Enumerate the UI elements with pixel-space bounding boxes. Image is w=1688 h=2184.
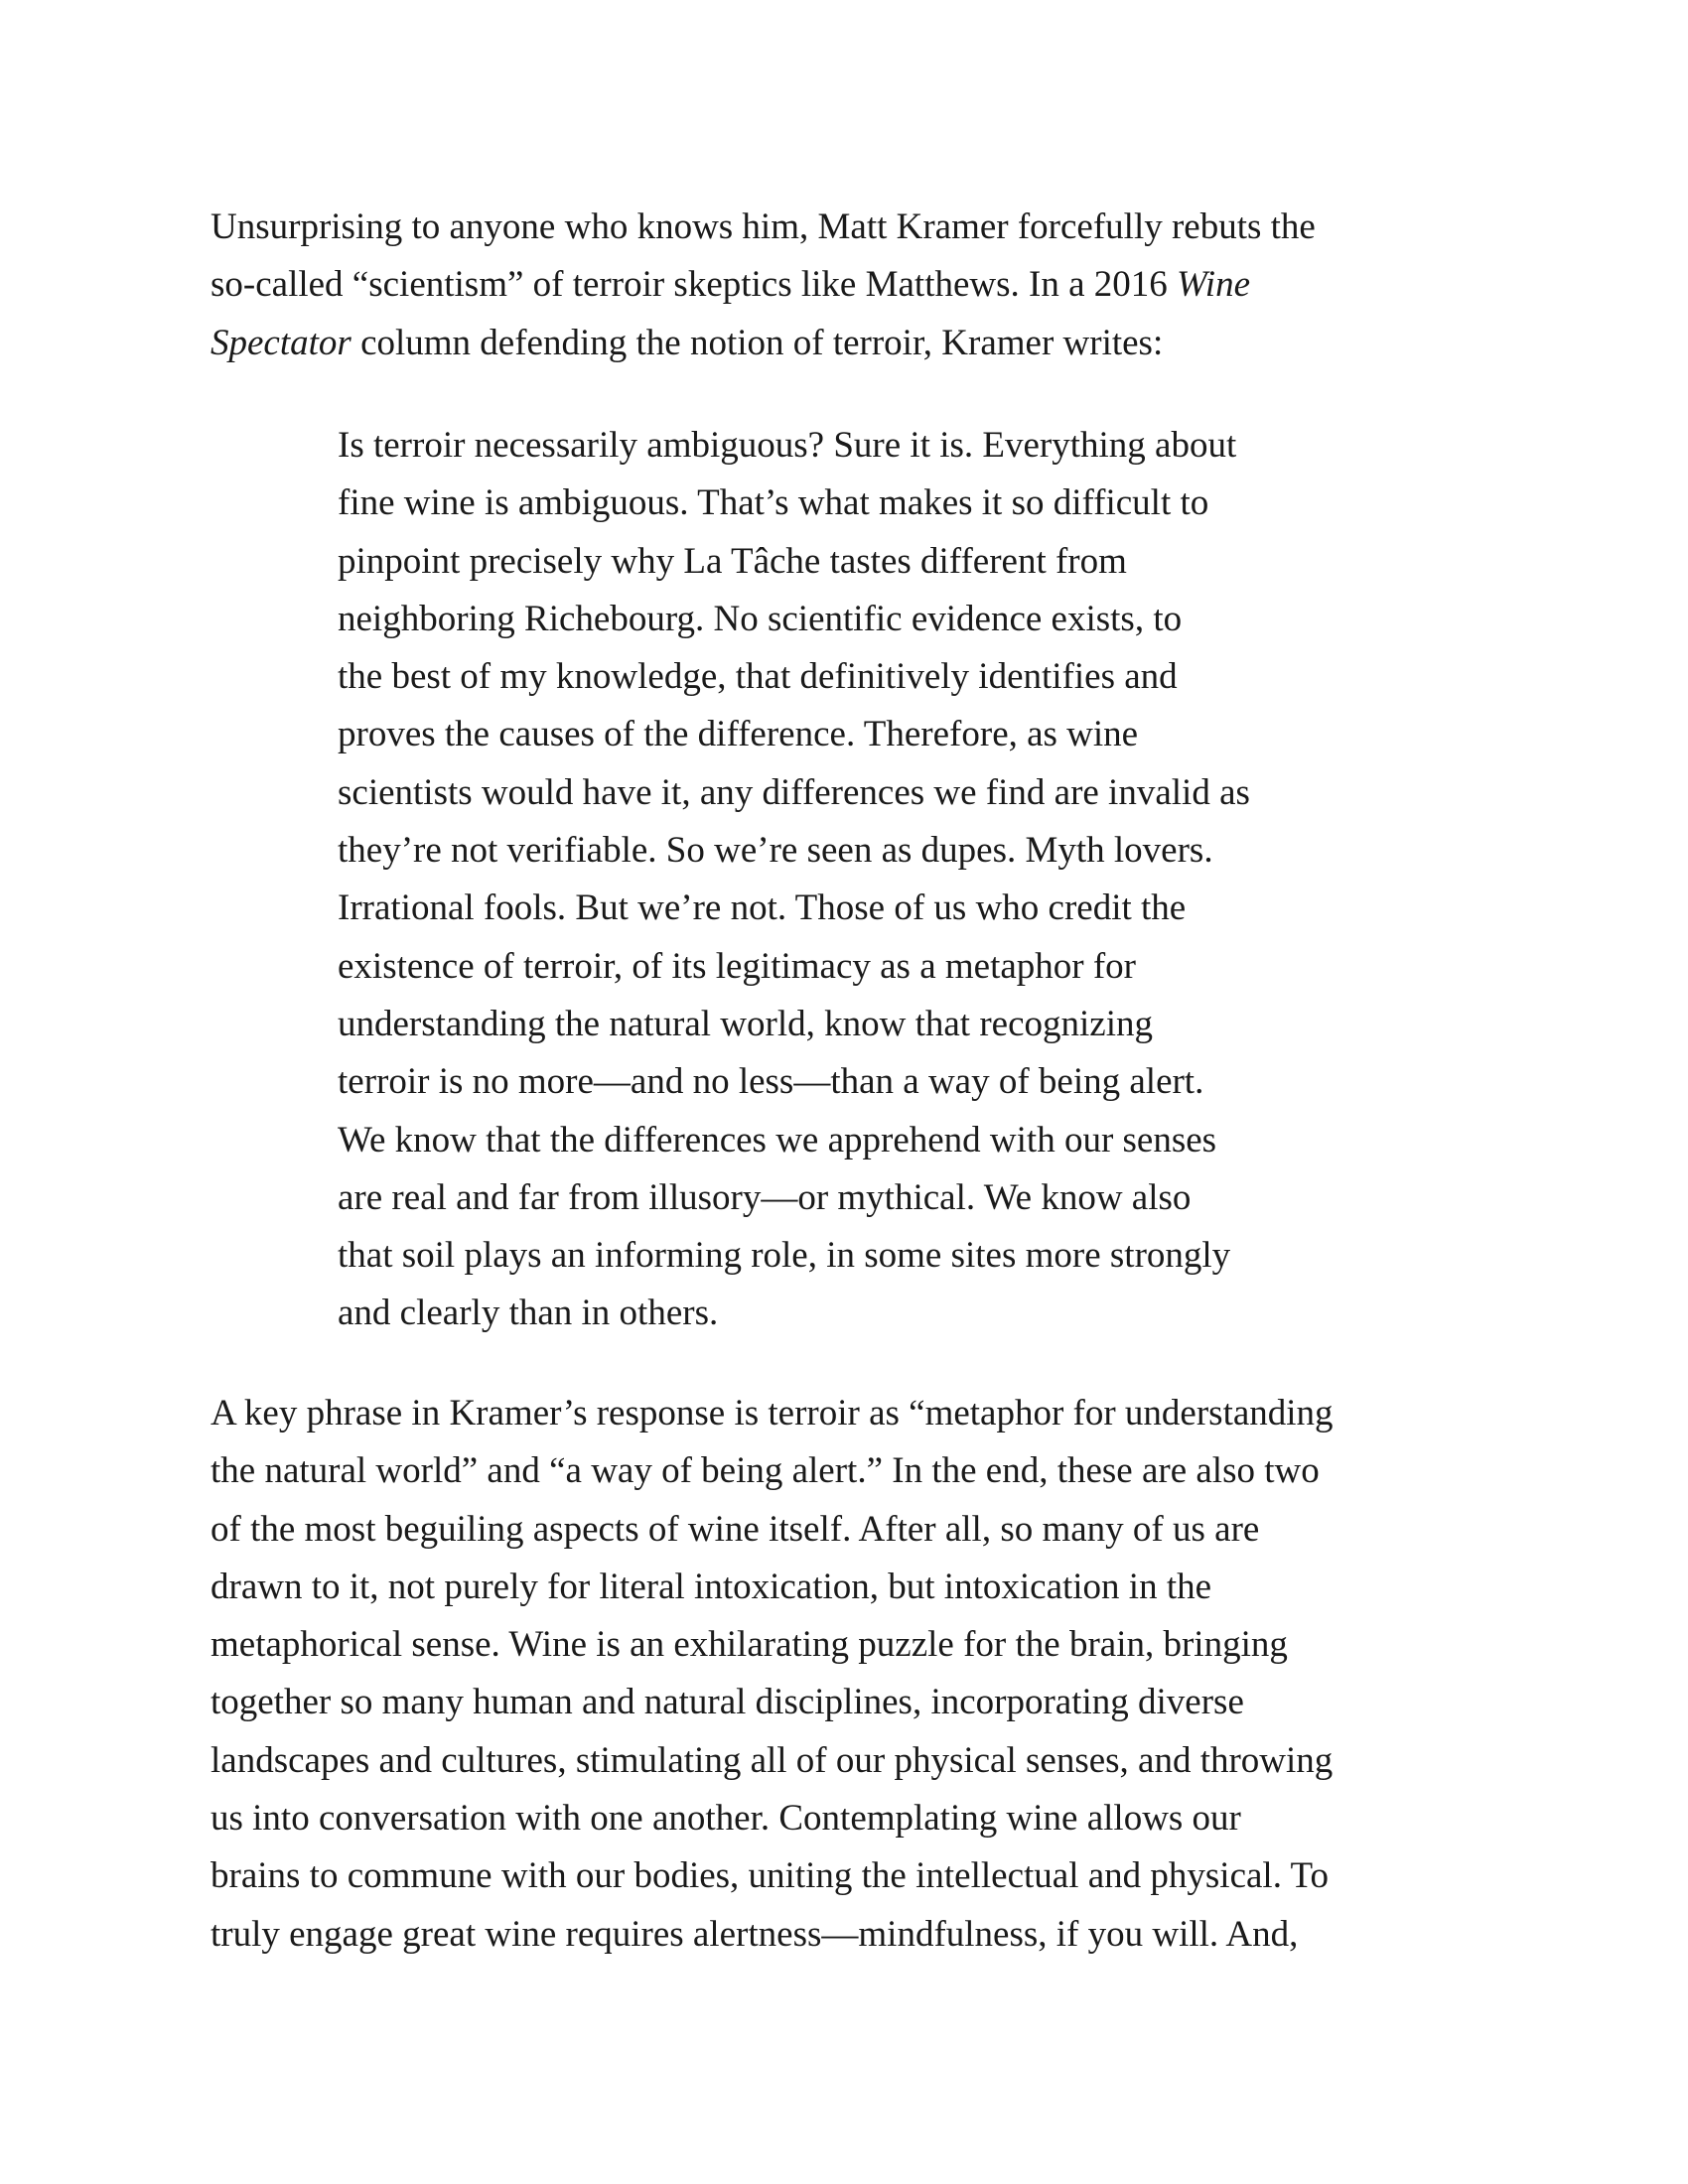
- analysis-paragraph: [211, 1385, 1491, 1964]
- quote-line: understanding the natural world, know that recognizing: [338, 1003, 1153, 1044]
- quote-line: the best of my knowledge, that definitively identifies and: [338, 656, 1178, 698]
- quote-line: existence of terroir, of its legitimacy as a metaphor for: [338, 945, 1136, 987]
- quote-line: they’re not verifiable. So we’re seen as dupes. Myth lovers.: [338, 830, 1213, 872]
- text-line: landscapes and cultures, stimulating all of our physical senses, and throwing: [211, 1739, 1334, 1781]
- text-line: together so many human and natural disciplines, incorporating diverse: [211, 1682, 1244, 1723]
- text-line: Unsurprising to anyone who knows him, Matt Kramer forcefully rebuts the: [211, 206, 1316, 247]
- quote-line: terroir is no more—and no less—than a way of being alert.: [338, 1061, 1204, 1103]
- quote-line: and clearly than in others.: [338, 1293, 719, 1334]
- text-run: so-called “scientism” of terroir skeptics like Matthews. In a 2016: [211, 264, 1178, 306]
- publication-title-part: Spectator: [211, 322, 352, 363]
- quote-line: Is terroir necessarily ambiguous? Sure it is. Everything about: [338, 425, 1237, 466]
- text-line: us into conversation with one another. Contemplating wine allows our: [211, 1798, 1241, 1840]
- quote-line: pinpoint precisely why La Tâche tastes different from: [338, 540, 1127, 582]
- quote-line: are real and far from illusory—or mythical. We know also: [338, 1176, 1192, 1218]
- publication-title-part: Wine: [1177, 264, 1251, 306]
- text-line: drawn to it, not purely for literal intoxication, but intoxication in the: [211, 1566, 1212, 1607]
- quote-line: Irrational fools. But we’re not. Those of us who credit the: [338, 887, 1187, 929]
- quote-line: scientists would have it, any differences we find are invalid as: [338, 771, 1250, 813]
- text-line: [211, 256, 1491, 314]
- quote-line: neighboring Richebourg. No scientific evidence exists, to: [338, 598, 1183, 639]
- text-line: truly engage great wine requires alertness—mindfulness, if you will. And,: [211, 1913, 1299, 1955]
- quote-line: fine wine is ambiguous. That’s what makes it so difficult to: [338, 482, 1209, 524]
- text-line: [211, 315, 1491, 372]
- text-line: A key phrase in Kramer’s response is terroir as “metaphor for understanding: [211, 1393, 1334, 1433]
- text-run: column defending the notion of terroir, Kramer writes:: [351, 322, 1164, 363]
- quote-line: We know that the differences we apprehend with our senses: [338, 1119, 1217, 1160]
- text-line: of the most beguiling aspects of wine itself. After all, so many of us are: [211, 1508, 1260, 1550]
- text-line: the natural world” and “a way of being alert.” In the end, these are also two: [211, 1450, 1320, 1492]
- text-line: metaphorical sense. Wine is an exhilarating puzzle for the brain, bringing: [211, 1624, 1288, 1666]
- block-quote: [338, 417, 1370, 1343]
- quote-line: that soil plays an informing role, in some sites more strongly: [338, 1235, 1231, 1277]
- text-line: brains to commune with our bodies, uniting the intellectual and physical. To: [211, 1855, 1330, 1897]
- intro-paragraph: [211, 199, 1491, 372]
- quote-line: proves the causes of the difference. Therefore, as wine: [338, 714, 1139, 755]
